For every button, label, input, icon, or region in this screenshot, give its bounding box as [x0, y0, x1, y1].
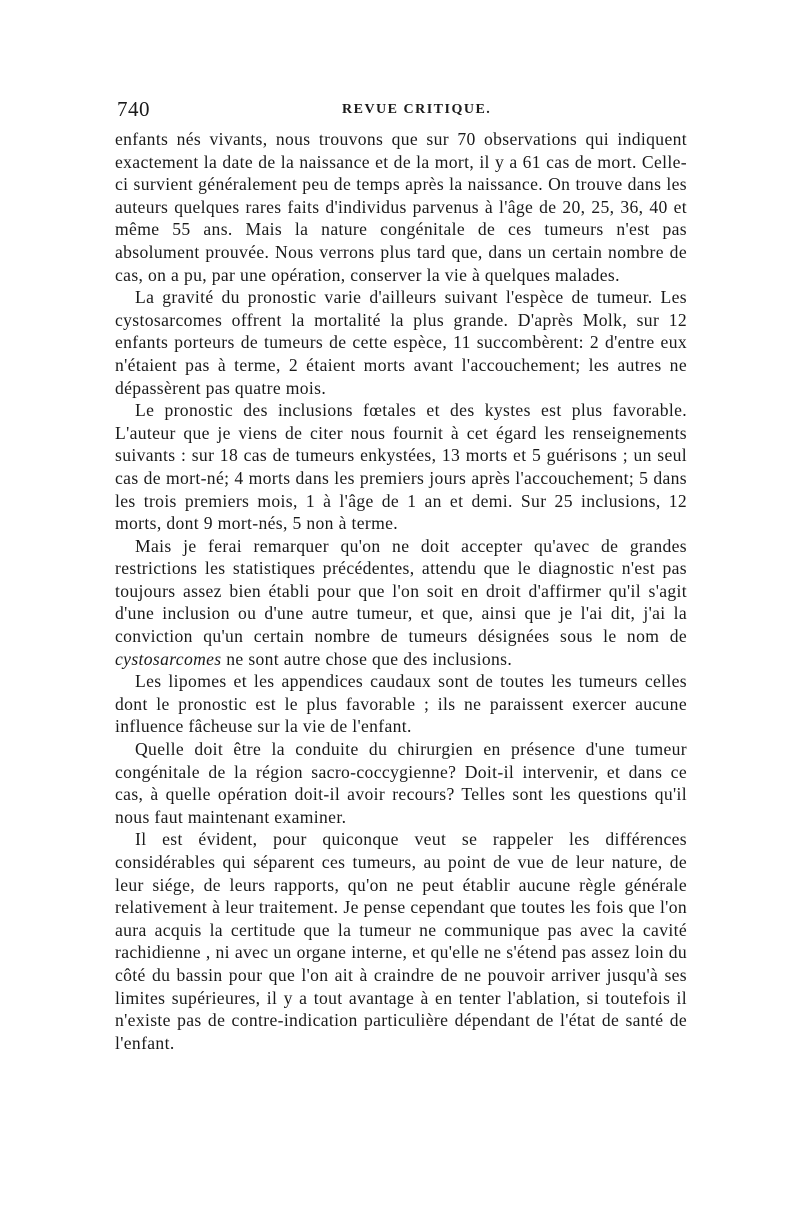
paragraph-4-text-end: ne sont autre chose que des inclusions.: [221, 648, 513, 669]
paragraph-1: [115, 128, 687, 286]
paragraph-5: [115, 670, 687, 738]
paragraph-6: [115, 738, 687, 828]
paragraph-3: [115, 399, 687, 535]
running-head: [117, 97, 687, 123]
paragraph-4: [115, 535, 687, 671]
paragraph-4-italic-term: cystosarcomes: [115, 648, 222, 669]
page-number: 740: [117, 97, 150, 121]
paragraph-4-text-start: Mais je ferai remarquer qu'on ne doit accepter qu'avec de grandes restrictions les statistiques précédentes, attendu que le diagnostic n'est pas toujours assez bien établi pour que l'on soit en droit d'affirmer qu'il s'agit d'une inclusion ou d'une autre tumeur, et que, ainsi que je l'ai dit, j'ai la conviction qu'un certain nombre de tumeurs désignées sous le nom de: [115, 535, 687, 647]
paragraph-5-text: Les lipomes et les appendices caudaux sont de toutes les tumeurs celles dont le pronostic est le plus favorable ; ils ne paraissent exercer aucune influence fâcheuse sur la vie de l'enfant.: [115, 671, 687, 737]
paragraph-2-text: La gravité du pronostic varie d'ailleurs suivant l'espèce de tumeur. Les cystosarcomes offrent la mortalité la plus grande. D'après Molk, sur 12 enfants porteurs de tumeurs de cette espèce, 11 succombèrent: 2 d'entre eux n'étaient pas à terme, 2 étaient morts avant l'accouchement; les autres ne dépassèrent pas quatre mois.: [115, 287, 687, 398]
paragraph-6-text: Quelle doit être la conduite du chirurgien en présence d'une tumeur congénitale de la région sacro-coccygienne? Doit-il intervenir, et dans ce cas, à quelle opération doit-il avoir recours? Telles sont les questions qu'il nous faut maintenant examiner.: [115, 739, 687, 827]
paragraph-7: [115, 828, 687, 1054]
paragraph-3-text: Le pronostic des inclusions fœtales et des kystes est plus favorable. L'auteur que je viens de citer nous fournit à cet égard les renseignements suivants : sur 18 cas de tumeurs enkystées, 13 morts et 5 guérisons ; un seul cas de mort-né; 4 morts dans les premiers jours après l'accouchement; 5 dans les trois premiers mois, 1 à l'âge de 1 an et demi. Sur 25 inclusions, 12 morts, dont 9 mort-nés, 5 non à terme.: [115, 400, 687, 534]
paragraph-7-text: Il est évident, pour quiconque veut se rappeler les différences considérables qui séparent ces tumeurs, au point de vue de leur nature, de leur siége, de leurs rapports, qu'on ne peut établir aucune règle générale relativement à leur traitement. Je pense cependant que toutes les fois que l'on aura acquis la certitude que la tumeur ne communique pas avec la cavité rachidienne , ni avec un organe interne, et qu'elle ne s'étend pas assez loin du côté du bassin pour que l'on ait à craindre de ne pouvoir arriver jusqu'à ses limites supérieures, il y a tout avantage à en tenter l'ablation, si toutefois il n'existe pas de contre-indication particulière dépendant de l'état de santé de l'enfant.: [115, 829, 687, 1053]
body-text: [115, 128, 687, 1054]
paragraph-2: [115, 286, 687, 399]
paragraph-1-text: enfants nés vivants, nous trouvons que sur 70 observations qui indiquent exactement la date de la naissance et de la mort, il y a 61 cas de mort. Celle-ci survient généralement peu de temps après la naissance. On trouve dans les auteurs quelques rares faits d'individus parvenus à l'âge de 20, 25, 36, 40 et même 55 ans. Mais la nature congénitale de ces tumeurs n'est pas absolument prouvée. Nous verrons plus tard que, dans un certain nombre de cas, on a pu, par une opération, conserver la vie à quelques malades.: [115, 129, 687, 285]
journal-title: REVUE CRITIQUE.: [342, 102, 492, 117]
